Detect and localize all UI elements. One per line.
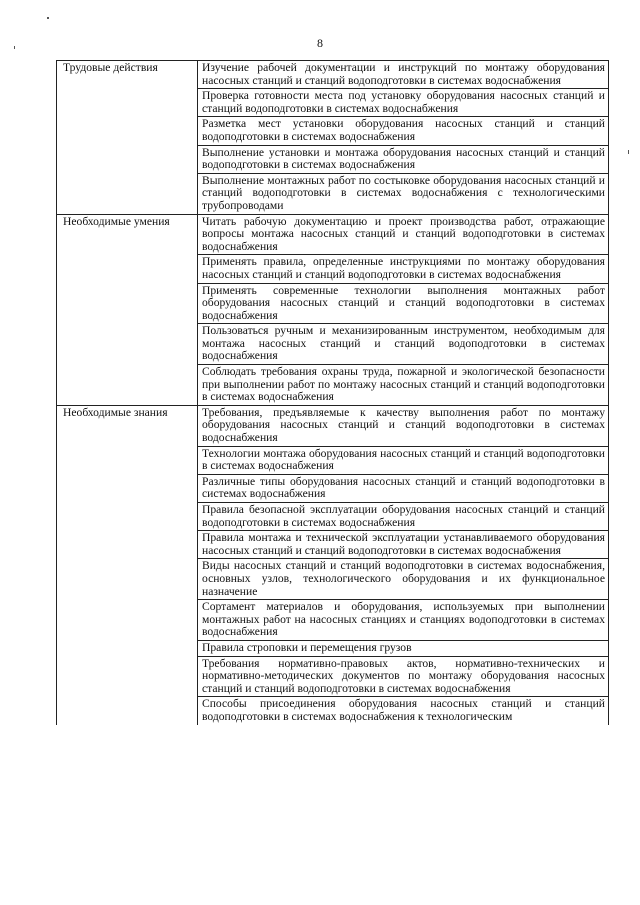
competency-table [56,60,609,725]
knowledge-item: Правила монтажа и технической эксплуатации устанавливаемого оборудования насосных станций и станций водоподготовки в системах водоснабжения [198,531,609,559]
knowledge-item: Правила строповки и перемещения грузов [198,640,609,656]
labor-action-item: Проверка готовности места под установку оборудования насосных станций и станций водоподготовки в системах водоснабжения [198,89,609,117]
section-title-required-knowledge: Необходимые знания [57,405,198,724]
skill-item: Применять правила, определенные инструкциями по монтажу оборудования насосных станций и станций водоподготовки в системах водоснабжения [198,255,609,283]
knowledge-item: Виды насосных станций и станций водоподготовки в системах водоснабжения, основных узлов, технологического оборудования и их функциональное назначение [198,559,609,600]
page-number: 8 [317,36,323,50]
section-title-required-skills: Необходимые умения [57,214,198,405]
skill-item: Читать рабочую документацию и проект производства работ, отражающие вопросы монтажа насосных станций и станций водоподготовки в системах водоснабжения [198,214,609,255]
section-title-labor-actions: Трудовые действия [57,61,198,215]
knowledge-item: Способы присоединения оборудования насосных станций и станций водоподготовки в системах водоснабжения к технологическим [198,697,609,725]
knowledge-item: Сортамент материалов и оборудования, используемых при выполнении монтажных работ на насосных станциях и станциях водоподготовки в системах водоснабжения [198,600,609,641]
labor-action-item: Выполнение установки и монтажа оборудования насосных станций и станций водоподготовки в системах водоснабжения [198,145,609,173]
table-row [57,405,609,446]
labor-action-item: Разметка мест установки оборудования насосных станций и станций водоподготовки в системах водоснабжения [198,117,609,145]
skill-item: Соблюдать требования охраны труда, пожарной и экологической безопасности при выполнении работ по монтажу насосных станций и станций водоподготовки в системах водоснабжения [198,365,609,406]
scan-speck [47,17,49,19]
knowledge-item: Требования нормативно-правовых актов, нормативно-технических и нормативно-методических документов по монтажу оборудования насосных станций и станций водоподготовки в системах водоснабжения [198,656,609,697]
table-row [57,214,609,255]
knowledge-item: Технологии монтажа оборудования насосных станций и станций водоподготовки в системах водоснабжения [198,446,609,474]
scan-speck [628,150,629,154]
table-row [57,61,609,89]
labor-action-item: Выполнение монтажных работ по состыковке оборудования насосных станций и станций водоподготовки в системах водоснабжения с технологическими трубопроводами [198,173,609,214]
knowledge-item: Различные типы оборудования насосных станций и станций водоподготовки в системах водоснабжения [198,474,609,502]
labor-action-item: Изучение рабочей документации и инструкций по монтажу оборудования насосных станций и станций водоподготовки в системах водоснабжения [198,61,609,89]
knowledge-item: Требования, предъявляемые к качеству выполнения работ по монтажу оборудования насосных станций и станций водоподготовки в системах водоснабжения [198,405,609,446]
knowledge-item: Правила безопасной эксплуатации оборудования насосных станций и станций водоподготовки в системах водоснабжения [198,503,609,531]
skill-item: Применять современные технологии выполнения монтажных работ оборудования насосных станций и станций водоподготовки в системах водоснабжения [198,283,609,324]
skill-item: Пользоваться ручным и механизированным инструментом, необходимым для монтажа насосных станций и станций водоподготовки в системах водоснабжения [198,324,609,365]
